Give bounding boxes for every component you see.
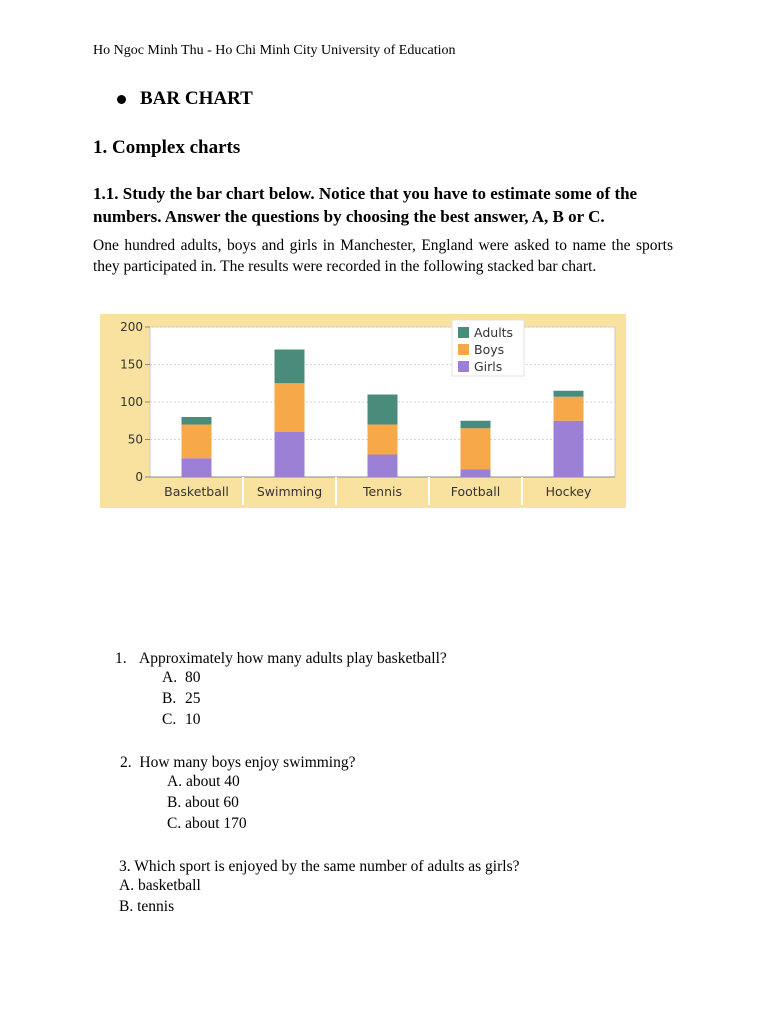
bar-segment-adults	[461, 421, 491, 429]
legend-label: Girls	[474, 359, 503, 374]
y-tick-label: 200	[120, 320, 143, 334]
option-text: 25	[185, 690, 201, 707]
bar-segment-girls	[554, 421, 584, 477]
legend-swatch	[458, 344, 469, 355]
bullet-icon	[117, 95, 126, 104]
section-title: BAR CHART	[140, 88, 253, 109]
bar-segment-girls	[368, 455, 398, 478]
option	[162, 690, 201, 708]
intro-paragraph: One hundred adults, boys and girls in Manchester, England were asked to name the sports they participated in. The results were recorded in the following stacked bar chart.	[93, 237, 673, 275]
section-heading	[117, 88, 253, 110]
option	[162, 669, 201, 687]
option: A. about 40	[167, 773, 240, 790]
bar-segment-boys	[461, 428, 491, 469]
option-text: 10	[185, 711, 201, 728]
task-title: 1.1. Study the bar chart below. Notice that you have to estimate some of the numbers. Answer the questions by choosing the best answer, A, B or C.	[93, 184, 638, 226]
question-text: Approximately how many adults play basketball?	[139, 650, 447, 667]
option-letter: C.	[162, 711, 177, 728]
x-tick-label: Football	[450, 484, 501, 499]
y-tick-label: 50	[127, 432, 143, 447]
bar-segment-girls	[461, 470, 491, 478]
x-tick-label: Basketball	[164, 484, 229, 499]
bar-segment-boys	[182, 425, 212, 459]
question-number: 2.	[120, 754, 132, 771]
bar-segment-girls	[182, 458, 212, 477]
question-2	[120, 752, 356, 773]
bar-segment-adults	[554, 391, 584, 397]
option: A. basketball	[119, 877, 201, 894]
stacked-bar-chart	[100, 314, 626, 508]
option: B. about 60	[167, 794, 239, 811]
bar-segment-boys	[368, 425, 398, 455]
chart-svg	[100, 314, 626, 508]
bar-segment-adults	[275, 350, 305, 384]
question-1	[115, 648, 447, 669]
legend-label: Boys	[474, 342, 505, 357]
question-3	[119, 856, 520, 877]
option	[162, 711, 201, 729]
option: B. tennis	[119, 898, 175, 915]
x-tick-label: Tennis	[362, 484, 403, 499]
y-tick-label: 150	[120, 357, 143, 372]
option-letter: B.	[162, 690, 177, 707]
question-text: How many boys enjoy swimming?	[139, 754, 356, 771]
bar-segment-boys	[275, 383, 305, 432]
bar-segment-girls	[275, 432, 305, 477]
legend-label: Adults	[474, 325, 514, 340]
bar-segment-adults	[368, 395, 398, 425]
legend-swatch	[458, 361, 469, 372]
bar-segment-adults	[182, 417, 212, 425]
x-tick-label: Hockey	[545, 484, 592, 499]
legend-swatch	[458, 327, 469, 338]
question-number: 1.	[115, 650, 127, 667]
option-text: 80	[185, 669, 201, 686]
bar-segment-boys	[554, 397, 584, 421]
x-tick-label: Swimming	[256, 484, 323, 499]
y-tick-label: 100	[120, 395, 143, 409]
page-header: Ho Ngoc Minh Thu - Ho Chi Minh City University of Education	[93, 43, 456, 58]
option: C. about 170	[167, 815, 247, 832]
question-text: Which sport is enjoyed by the same number of adults as girls?	[134, 858, 520, 875]
option-letter: A.	[162, 669, 178, 686]
y-tick-label: 0	[135, 470, 143, 484]
question-number: 3.	[119, 858, 131, 875]
subsection-title: 1. Complex charts	[93, 137, 241, 158]
